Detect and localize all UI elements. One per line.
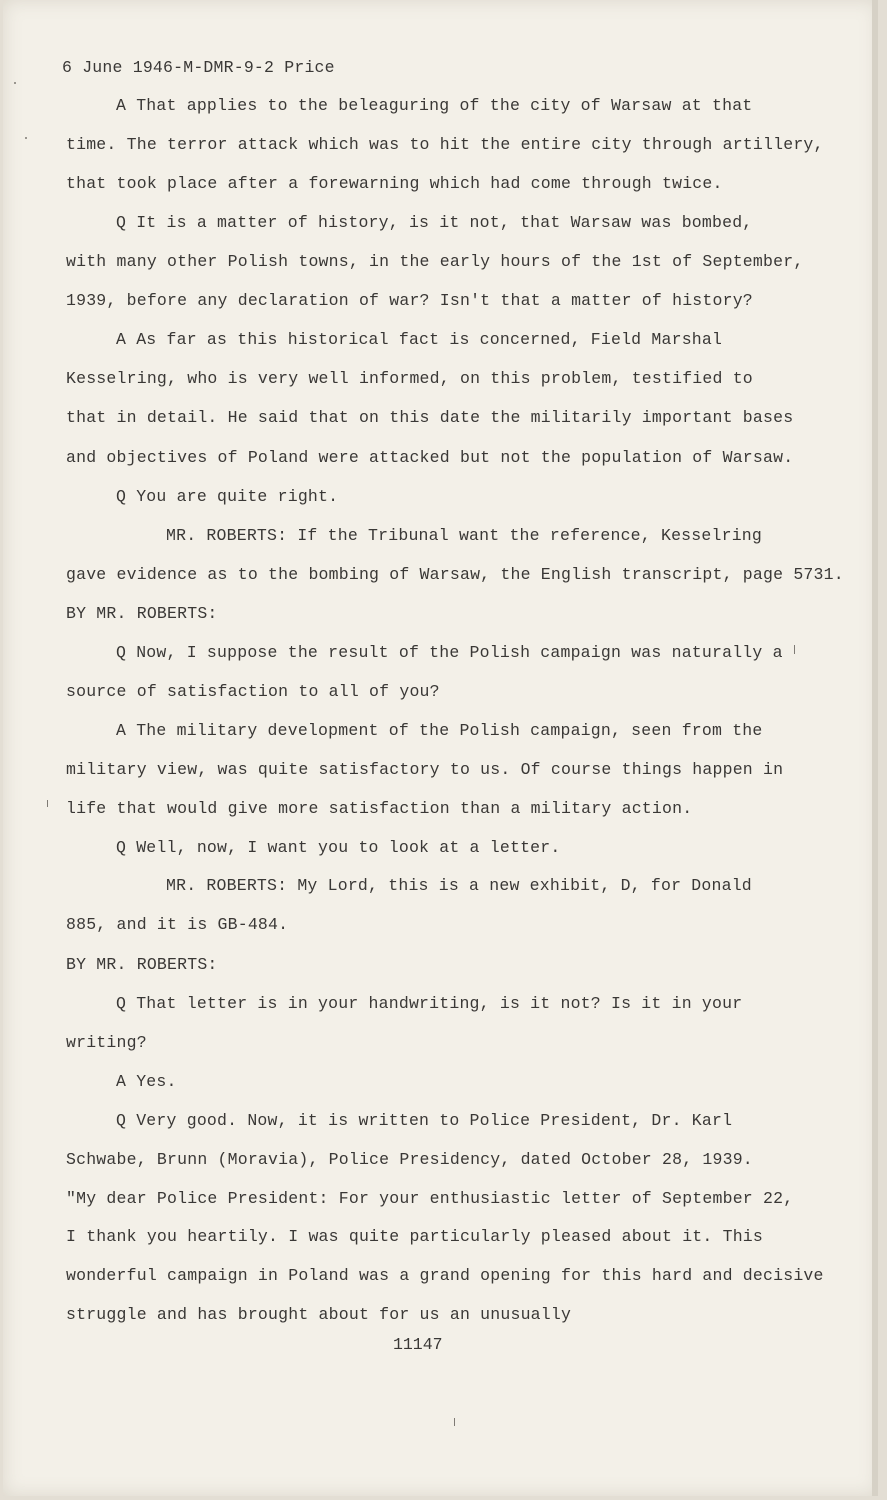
text-line-4: Q It is a matter of history, is it not, that Warsaw was bombed,	[116, 213, 753, 232]
text-line-5: with many other Polish towns, in the early hours of the 1st of September,	[66, 252, 804, 271]
text-line-24: Q That letter is in your handwriting, is it not? Is it in your	[116, 994, 743, 1013]
text-line-20: Q Well, now, I want you to look at a letter.	[116, 838, 561, 857]
text-line-7: A As far as this historical fact is concerned, Field Marshal	[116, 330, 723, 349]
text-line-11: Q You are quite right.	[116, 487, 339, 506]
text-line-32: struggle and has brought about for us an unusually	[66, 1305, 572, 1324]
text-line-16: source of satisfaction to all of you?	[66, 682, 440, 701]
text-line-21: MR. ROBERTS: My Lord, this is a new exhibit, D, for Donald	[166, 876, 752, 895]
text-line-25: writing?	[66, 1033, 147, 1052]
text-line-22: 885, and it is GB-484.	[66, 915, 289, 934]
text-line-28: Schwabe, Brunn (Moravia), Police Presidency, dated October 28, 1939.	[66, 1150, 753, 1169]
text-line-26: A Yes.	[116, 1072, 177, 1091]
text-line-29: "My dear Police President: For your enthusiastic letter of September 22,	[66, 1189, 794, 1208]
text-line-8: Kesselring, who is very well informed, on this problem, testified to	[66, 369, 753, 388]
text-line-13: gave evidence as to the bombing of Warsaw, the English transcript, page 5731.	[66, 565, 844, 584]
text-line-23: BY MR. ROBERTS:	[66, 955, 218, 974]
text-line-31: wonderful campaign in Poland was a grand opening for this hard and decisive	[66, 1266, 824, 1285]
text-line-27: Q Very good. Now, it is written to Police President, Dr. Karl	[116, 1111, 733, 1130]
paper-mark	[794, 645, 795, 654]
text-line-15: Q Now, I suppose the result of the Polish campaign was naturally a	[116, 643, 783, 662]
text-line-17: A The military development of the Polish campaign, seen from the	[116, 721, 763, 740]
text-line-12: MR. ROBERTS: If the Tribunal want the reference, Kesselring	[166, 526, 762, 545]
paper-speck	[14, 82, 16, 84]
text-line-3: that took place after a forewarning which had come through twice.	[66, 174, 723, 193]
paper-mark	[454, 1418, 455, 1426]
text-line-2: time. The terror attack which was to hit the entire city through artillery,	[66, 135, 824, 154]
text-line-18: military view, was quite satisfactory to us. Of course things happen in	[66, 760, 784, 779]
text-line-14: BY MR. ROBERTS:	[66, 604, 218, 623]
text-line-9: that in detail. He said that on this date the militarily important bases	[66, 408, 794, 427]
text-line-30: I thank you heartily. I was quite particularly pleased about it. This	[66, 1227, 764, 1246]
paper-mark	[47, 800, 48, 807]
text-line-1: A That applies to the beleaguring of the city of Warsaw at that	[116, 96, 753, 115]
paper-speck	[25, 137, 27, 139]
text-line-19: life that would give more satisfaction than a military action.	[66, 799, 693, 818]
page-number: 11147	[393, 1335, 443, 1354]
page-header: 6 June 1946-M-DMR-9-2 Price	[62, 58, 335, 77]
text-line-6: 1939, before any declaration of war? Isn't that a matter of history?	[66, 291, 753, 310]
page-edge	[872, 0, 878, 1496]
text-line-10: and objectives of Poland were attacked but not the population of Warsaw.	[66, 448, 794, 467]
document-page	[3, 0, 878, 1496]
